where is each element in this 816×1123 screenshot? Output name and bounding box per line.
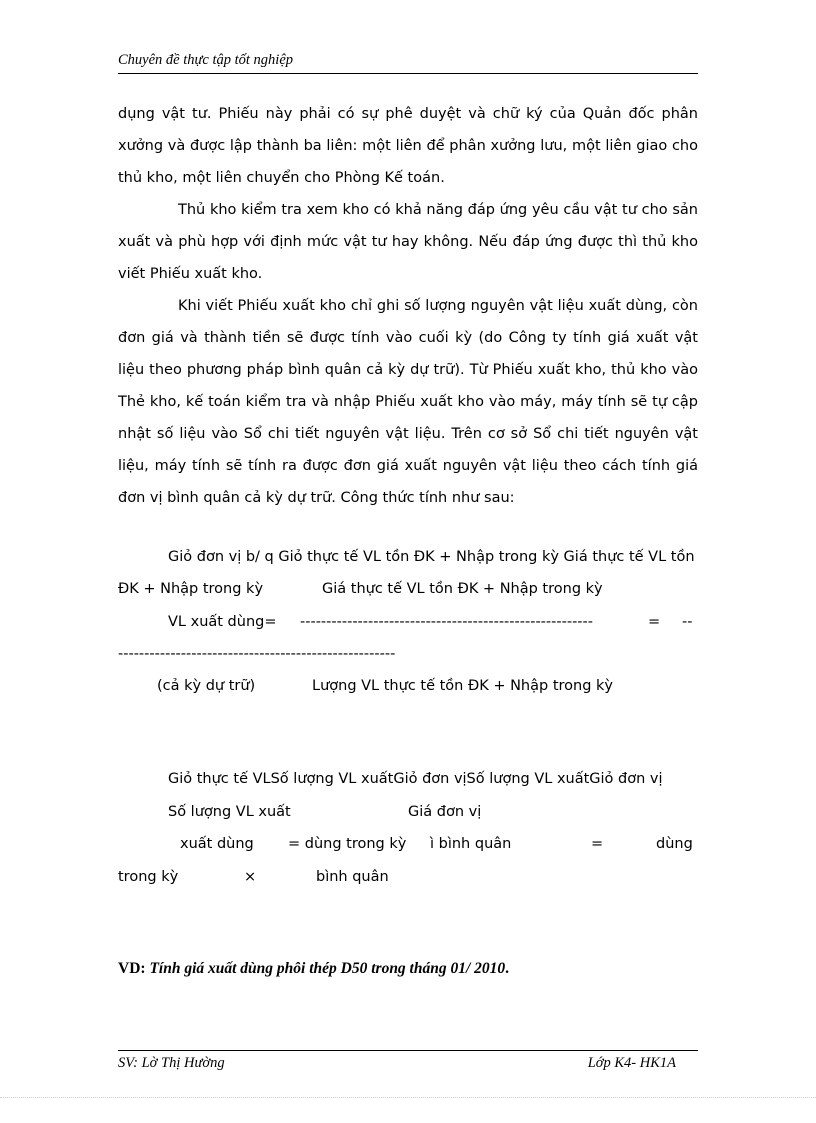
example-line bbox=[118, 960, 509, 978]
paragraph-1: dụng vật tư. Phiếu này phải có sự phê duyệt và chữ ký của Quản đốc phân xưởng và được lập thành ba liên: một liên để phân xưởng lưu, một liên giao cho thủ kho, một liên chuyển cho Phòng Kế toán. bbox=[118, 106, 698, 186]
formula1-line1: Giỏ đơn vị b/ q Giỏ thực tế VL tồn ĐK + Nhập trong kỳ Giá thực tế VL tồn bbox=[168, 549, 695, 565]
formula2-line4-c: bình quân bbox=[316, 869, 389, 885]
formula1-fraction-bar: -------------------------------------------------------- bbox=[300, 614, 594, 630]
footer-student: SV: Lờ Thị Hường bbox=[118, 1055, 225, 1071]
formula2-line1: Giỏ thực tế VLSố lượng VL xuấtGiỏ đơn vịSố lượng VL xuấtGiỏ đơn vị bbox=[168, 771, 663, 787]
formula2-line2-right: Giá đơn vị bbox=[408, 804, 482, 820]
page-header: Chuyên đề thực tập tốt nghiệp bbox=[118, 52, 698, 74]
formula2-line3-e: dùng bbox=[656, 836, 693, 852]
formula1-label: VL xuất dùng= bbox=[168, 614, 277, 630]
formula2-line3-c: ì bình quân bbox=[430, 836, 512, 852]
formula1-line2-left: ĐK + Nhập trong kỳ bbox=[118, 581, 264, 597]
example-text: Tính giá xuất dùng phôi thép D50 trong tháng 01/ 2010 bbox=[149, 960, 506, 977]
footer-class: Lớp K4- HK1A bbox=[587, 1055, 676, 1071]
paragraph-3: Khi viết Phiếu xuất kho chỉ ghi số lượng nguyên vật liệu xuất dùng, còn đơn giá và thành tiền sẽ được tính vào cuối kỳ (do Công ty tính giá xuất vật liệu theo phương pháp bình quân cả kỳ dự trữ). Từ Phiếu xuất kho, thủ kho vào Thẻ kho, kế toán kiểm tra và nhập Phiếu xuất kho vào máy, máy tính sẽ tự cập nhật số liệu vào Sổ chi tiết nguyên vật liệu. Trên cơ sở Sổ chi tiết nguyên vật liệu, máy tính sẽ tính ra được đơn giá xuất nguyên vật liệu theo cách tính giá đơn vị bình quân cả kỳ dự trữ. Công thức tính như sau: bbox=[118, 298, 698, 506]
formula1-fraction-bar-2: ----------------------------------------------------- bbox=[118, 646, 396, 662]
formula1-period: (cả kỳ dự trữ) bbox=[157, 678, 256, 694]
example-end: . bbox=[505, 960, 510, 977]
formula2-line3-d: = bbox=[591, 836, 604, 852]
formula2-line3-b: = dùng trong kỳ bbox=[288, 836, 407, 852]
formula2-line4-b: × bbox=[244, 869, 257, 885]
formula1-dash: -- bbox=[682, 614, 693, 630]
page-footer bbox=[118, 1050, 698, 1072]
formula2-line2-left: Số lượng VL xuất bbox=[168, 804, 291, 820]
formula1-equals: = bbox=[648, 614, 661, 630]
formula2-line3-a: xuất dùng bbox=[180, 836, 254, 852]
formula2-line4-a: trong kỳ bbox=[118, 869, 179, 885]
formula1-denominator: Lượng VL thực tế tồn ĐK + Nhập trong kỳ bbox=[312, 678, 613, 694]
page-edge-divider bbox=[0, 1097, 816, 1098]
paragraph-2: Thủ kho kiểm tra xem kho có khả năng đáp ứng yêu cầu vật tư cho sản xuất và phù hợp với định mức vật tư hay không. Nếu đáp ứng được thì thủ kho viết Phiếu xuất kho. bbox=[118, 202, 698, 282]
example-label: VD: bbox=[118, 960, 146, 977]
formula1-line2-right: Giá thực tế VL tồn ĐK + Nhập trong kỳ bbox=[322, 581, 603, 597]
